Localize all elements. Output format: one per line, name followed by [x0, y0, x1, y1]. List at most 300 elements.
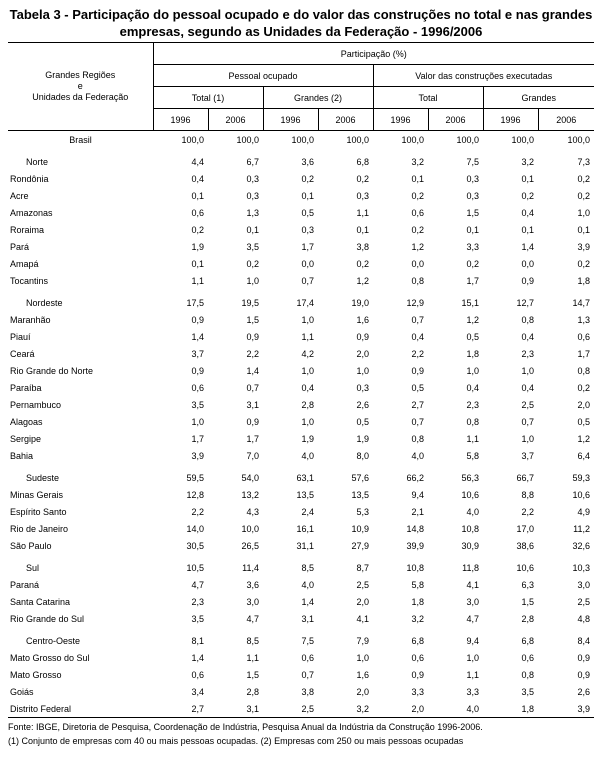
value-cell: 1,1	[191, 275, 204, 286]
value-cell: 9,4	[466, 635, 479, 646]
value-cell: 19,0	[351, 297, 369, 308]
value-cell: 100,0	[181, 134, 204, 145]
value-cell: 66,7	[516, 472, 534, 483]
value-cell: 4,1	[466, 579, 479, 590]
row-label: Paraíba	[10, 382, 42, 393]
value-cell: 0,1	[246, 224, 259, 235]
value-cell: 1,9	[301, 433, 314, 444]
value-cell: 3,7	[191, 348, 204, 359]
value-cell: 4,3	[246, 506, 259, 517]
value-cell: 3,2	[411, 613, 424, 624]
value-cell: 0,8	[521, 669, 534, 680]
value-cell: 1,3	[246, 207, 259, 218]
row-label: Tocantins	[10, 275, 49, 286]
value-cell: 0,9	[191, 314, 204, 325]
table-row	[8, 396, 594, 413]
value-cell: 3,7	[521, 450, 534, 461]
table-row	[8, 170, 594, 187]
value-cell: 7,0	[246, 450, 259, 461]
year-header: 2006	[208, 109, 263, 131]
value-cell: 1,1	[301, 331, 314, 342]
row-label: Centro-Oeste	[26, 635, 81, 646]
value-cell: 0,1	[577, 224, 591, 235]
value-cell: 14,0	[186, 523, 204, 534]
value-cell: 2,0	[356, 686, 369, 697]
value-cell: 1,0	[521, 365, 534, 376]
value-cell: 2,8	[521, 613, 534, 624]
value-cell: 0,6	[411, 652, 424, 663]
value-cell: 2,8	[246, 686, 259, 697]
value-cell: 0,7	[301, 669, 314, 680]
table-row	[8, 666, 594, 683]
value-cell: 2,0	[356, 348, 369, 359]
value-cell: 1,1	[246, 652, 259, 663]
value-cell: 0,3	[246, 190, 259, 201]
value-cell: 56,3	[461, 472, 479, 483]
value-cell: 6,8	[356, 156, 369, 167]
year-header: 2006	[318, 109, 373, 131]
value-cell: 0,0	[301, 258, 314, 269]
value-cell: 0,6	[301, 652, 314, 663]
value-cell: 0,7	[246, 382, 259, 393]
value-cell: 3,9	[191, 450, 204, 461]
value-cell: 3,5	[521, 686, 534, 697]
value-cell: 1,4	[191, 652, 204, 663]
value-cell: 1,0	[356, 652, 369, 663]
value-cell: 1,2	[356, 275, 369, 286]
value-cell: 0,5	[411, 382, 424, 393]
value-cell: 2,2	[411, 348, 424, 359]
value-cell: 2,5	[356, 579, 369, 590]
value-cell: 100,0	[456, 134, 479, 145]
table-row	[8, 345, 594, 362]
row-label: Bahia	[10, 450, 34, 461]
value-cell: 2,3	[466, 399, 479, 410]
value-cell: 1,7	[577, 348, 591, 359]
row-label: Acre	[10, 190, 29, 201]
value-cell: 66,2	[406, 472, 424, 483]
value-cell: 9,4	[411, 489, 424, 500]
value-cell: 31,1	[296, 540, 314, 551]
value-cell: 0,3	[466, 190, 479, 201]
value-cell: 2,5	[263, 700, 318, 718]
row-label: Nordeste	[26, 297, 63, 308]
value-cell: 4,9	[577, 506, 591, 517]
value-cell: 0,9	[246, 331, 259, 342]
value-cell: 0,6	[191, 669, 204, 680]
row-label: Maranhão	[10, 314, 51, 325]
value-cell: 2,2	[246, 348, 259, 359]
value-cell: 0,2	[356, 173, 369, 184]
value-cell: 6,4	[577, 450, 591, 461]
row-label: Rio Grande do Sul	[10, 613, 85, 624]
value-cell: 0,3	[301, 224, 314, 235]
row-label: Sul	[26, 562, 40, 573]
row-label: Piauí	[10, 331, 31, 342]
value-cell: 0,1	[191, 258, 204, 269]
row-label: Roraima	[10, 224, 45, 235]
value-cell: 1,0	[191, 416, 204, 427]
value-cell: 0,6	[191, 207, 204, 218]
value-cell: 1,2	[411, 241, 424, 252]
value-cell: 0,4	[521, 207, 534, 218]
table-title	[0, 6, 602, 40]
value-cell: 3,1	[246, 399, 259, 410]
value-cell: 3,2	[318, 700, 373, 718]
table-row	[8, 272, 594, 289]
value-cell: 1,3	[577, 314, 591, 325]
valor-header: Valor das construções executadas	[373, 65, 594, 87]
value-cell: 10,5	[186, 562, 204, 573]
value-cell: 0,8	[521, 314, 534, 325]
total-header: Total	[373, 87, 483, 109]
value-cell: 0,1	[411, 173, 424, 184]
pessoal-header: Pessoal ocupado	[153, 65, 373, 87]
row-label: Brasil	[69, 134, 92, 145]
table-row	[8, 576, 594, 593]
value-cell: 7,9	[356, 635, 369, 646]
value-cell: 0,8	[577, 365, 591, 376]
value-cell: 2,3	[191, 596, 204, 607]
stub-line-1: Grandes Regiões	[45, 70, 116, 80]
table-row	[8, 683, 594, 700]
value-cell: 8,8	[521, 489, 534, 500]
region-row	[8, 632, 594, 649]
value-cell: 3,1	[208, 700, 263, 718]
value-cell: 0,2	[521, 190, 534, 201]
value-cell: 0,5	[356, 416, 369, 427]
row-label: Distrito Federal	[8, 700, 153, 718]
value-cell: 3,5	[191, 399, 204, 410]
value-cell: 4,0	[301, 450, 314, 461]
value-cell: 4,0	[428, 700, 483, 718]
value-cell: 12,8	[186, 489, 204, 500]
value-cell: 1,0	[356, 365, 369, 376]
row-label: Mato Grosso	[10, 669, 62, 680]
value-cell: 3,3	[466, 241, 479, 252]
value-cell: 3,2	[411, 156, 424, 167]
value-cell: 0,3	[356, 190, 369, 201]
value-cell: 1,0	[301, 365, 314, 376]
value-cell: 10,0	[241, 523, 259, 534]
value-cell: 100,0	[236, 134, 259, 145]
value-cell: 5,8	[466, 450, 479, 461]
row-label: Amapá	[10, 258, 39, 269]
value-cell: 7,5	[466, 156, 479, 167]
table-row	[8, 187, 594, 204]
value-cell: 12,9	[406, 297, 424, 308]
row-label: Rondônia	[10, 173, 49, 184]
value-cell: 39,9	[406, 540, 424, 551]
value-cell: 0,7	[301, 275, 314, 286]
value-cell: 0,3	[246, 173, 259, 184]
value-cell: 3,0	[246, 596, 259, 607]
value-cell: 1,7	[191, 433, 204, 444]
value-cell: 2,7	[411, 399, 424, 410]
value-cell: 17,0	[516, 523, 534, 534]
value-cell: 13,2	[241, 489, 259, 500]
value-cell: 17,4	[296, 297, 314, 308]
row-label: Pará	[10, 241, 30, 252]
value-cell: 0,9	[577, 669, 591, 680]
value-cell: 4,7	[466, 613, 479, 624]
row-label: Mato Grosso do Sul	[10, 652, 90, 663]
value-cell: 4,4	[191, 156, 204, 167]
value-cell: 17,5	[186, 297, 204, 308]
value-cell: 0,8	[466, 416, 479, 427]
table-row	[8, 362, 594, 379]
value-cell: 14,8	[406, 523, 424, 534]
value-cell: 0,0	[411, 258, 424, 269]
grandes2-header: Grandes (2)	[263, 87, 373, 109]
region-row	[8, 294, 594, 311]
value-cell: 0,2	[411, 190, 424, 201]
value-cell: 100,0	[511, 134, 534, 145]
value-cell: 11,8	[462, 562, 479, 573]
region-row	[8, 131, 594, 149]
value-cell: 1,0	[246, 275, 259, 286]
table-row	[8, 486, 594, 503]
value-cell: 1,0	[466, 365, 479, 376]
region-row	[8, 153, 594, 170]
year-header: 2006	[428, 109, 483, 131]
row-label: Minas Gerais	[10, 489, 64, 500]
value-cell: 2,2	[191, 506, 204, 517]
year-header: 1996	[373, 109, 428, 131]
value-cell: 0,2	[577, 190, 591, 201]
value-cell: 3,5	[246, 241, 259, 252]
table-row	[8, 447, 594, 464]
value-cell: 0,3	[356, 382, 369, 393]
value-cell: 1,1	[356, 207, 369, 218]
value-cell: 0,9	[191, 365, 204, 376]
value-cell: 1,7	[301, 241, 314, 252]
value-cell: 0,6	[411, 207, 424, 218]
value-cell: 6,7	[246, 156, 259, 167]
value-cell: 0,6	[577, 331, 591, 342]
value-cell: 0,4	[191, 173, 204, 184]
value-cell: 3,8	[356, 241, 369, 252]
value-cell: 0,2	[577, 258, 591, 269]
value-cell: 1,0	[466, 652, 479, 663]
row-label: Sudeste	[26, 472, 60, 483]
value-cell: 0,2	[577, 173, 591, 184]
table-row	[8, 649, 594, 666]
year-header: 1996	[263, 109, 318, 131]
value-cell: 1,0	[301, 314, 314, 325]
row-label: Alagoas	[10, 416, 43, 427]
total1-header: Total (1)	[153, 87, 263, 109]
value-cell: 4,0	[411, 450, 424, 461]
value-cell: 4,7	[246, 613, 259, 624]
value-cell: 1,7	[466, 275, 479, 286]
value-cell: 4,8	[577, 613, 591, 624]
title-line-1: Tabela 3 - Participação do pessoal ocupado e do valor das construções no total e nas grandes	[9, 7, 593, 22]
stub-header	[8, 43, 153, 131]
value-cell: 8,5	[246, 635, 259, 646]
value-cell: 1,4	[301, 596, 314, 607]
value-cell: 26,5	[241, 540, 259, 551]
value-cell: 1,9	[356, 433, 369, 444]
value-cell: 0,5	[466, 331, 479, 342]
value-cell: 30,5	[186, 540, 204, 551]
value-cell: 19,5	[241, 297, 259, 308]
value-cell: 4,0	[466, 506, 479, 517]
value-cell: 1,4	[191, 331, 204, 342]
stub-line-2: e	[77, 81, 83, 91]
value-cell: 0,7	[521, 416, 534, 427]
value-cell: 2,5	[577, 596, 591, 607]
row-label: Sergipe	[10, 433, 42, 444]
value-cell: 13,5	[351, 489, 369, 500]
value-cell: 8,7	[356, 562, 369, 573]
row-label: Espírito Santo	[10, 506, 67, 517]
value-cell: 59,5	[186, 472, 204, 483]
value-cell: 4,0	[301, 579, 314, 590]
row-label: Rio de Janeiro	[10, 523, 69, 534]
value-cell: 8,0	[356, 450, 369, 461]
value-cell: 1,6	[356, 669, 369, 680]
value-cell: 2,0	[356, 596, 369, 607]
value-cell: 8,1	[191, 635, 204, 646]
value-cell: 0,1	[466, 224, 479, 235]
grandes-header: Grandes	[483, 87, 594, 109]
value-cell: 10,8	[461, 523, 479, 534]
value-cell: 1,8	[483, 700, 538, 718]
value-cell: 0,9	[356, 331, 369, 342]
value-cell: 0,2	[466, 258, 479, 269]
value-cell: 14,7	[572, 297, 591, 308]
value-cell: 6,8	[521, 635, 534, 646]
value-cell: 0,2	[411, 224, 424, 235]
value-cell: 0,9	[521, 275, 534, 286]
value-cell: 0,2	[246, 258, 259, 269]
region-row	[8, 469, 594, 486]
value-cell: 1,6	[356, 314, 369, 325]
value-cell: 32,6	[572, 540, 591, 551]
table-row	[8, 328, 594, 345]
data-table	[8, 42, 594, 718]
value-cell: 0,9	[411, 669, 424, 680]
value-cell: 1,7	[246, 433, 259, 444]
value-cell: 7,3	[577, 156, 591, 167]
value-cell: 57,6	[351, 472, 369, 483]
value-cell: 0,1	[191, 190, 204, 201]
value-cell: 10,6	[461, 489, 479, 500]
value-cell: 1,0	[521, 433, 534, 444]
value-cell: 5,3	[356, 506, 369, 517]
title-line-2: empresas, segundo as Unidades da Federação - 1996/2006	[119, 24, 483, 39]
value-cell: 3,0	[577, 579, 591, 590]
row-label: Rio Grande do Norte	[10, 365, 94, 376]
value-cell: 2,8	[301, 399, 314, 410]
row-label: São Paulo	[10, 540, 52, 551]
table-row	[8, 311, 594, 328]
table-row	[8, 255, 594, 272]
table-row	[8, 430, 594, 447]
value-cell: 59,3	[572, 472, 591, 483]
value-cell: 0,0	[521, 258, 534, 269]
value-cell: 0,3	[466, 173, 479, 184]
value-cell: 0,4	[411, 331, 424, 342]
row-label: Paraná	[10, 579, 40, 590]
value-cell: 1,0	[577, 207, 591, 218]
value-cell: 3,5	[191, 613, 204, 624]
value-cell: 100,0	[401, 134, 424, 145]
value-cell: 0,8	[411, 275, 424, 286]
value-cell: 0,9	[246, 416, 259, 427]
value-cell: 8,5	[301, 562, 314, 573]
table-row	[8, 503, 594, 520]
table-row	[8, 520, 594, 537]
value-cell: 38,6	[516, 540, 534, 551]
value-cell: 0,6	[521, 652, 534, 663]
table-row	[8, 379, 594, 396]
participacao-header: Participação (%)	[153, 43, 594, 65]
value-cell: 3,3	[411, 686, 424, 697]
value-cell: 1,8	[466, 348, 479, 359]
value-cell: 1,8	[411, 596, 424, 607]
value-cell: 30,9	[461, 540, 479, 551]
value-cell: 4,2	[301, 348, 314, 359]
value-cell: 0,4	[521, 331, 534, 342]
value-cell: 0,1	[521, 173, 534, 184]
value-cell: 1,5	[466, 207, 479, 218]
value-cell: 11,4	[242, 562, 259, 573]
value-cell: 3,2	[521, 156, 534, 167]
value-cell: 4,1	[356, 613, 369, 624]
value-cell: 2,0	[373, 700, 428, 718]
table-footer	[8, 720, 483, 748]
value-cell: 10,6	[516, 562, 534, 573]
value-cell: 3,1	[301, 613, 314, 624]
value-cell: 100,0	[346, 134, 369, 145]
value-cell: 0,4	[466, 382, 479, 393]
row-label: Norte	[26, 156, 49, 167]
value-cell: 0,8	[411, 433, 424, 444]
value-cell: 1,9	[191, 241, 204, 252]
value-cell: 1,4	[246, 365, 259, 376]
source-note: Fonte: IBGE, Diretoria de Pesquisa, Coordenação de Indústria, Pesquisa Anual da Indústria da Construção 1996-2006.	[8, 722, 483, 732]
value-cell: 3,6	[301, 156, 314, 167]
row-label: Pernambuco	[10, 399, 62, 410]
table-row	[8, 593, 594, 610]
value-cell: 0,9	[577, 652, 591, 663]
year-header: 2006	[538, 109, 594, 131]
value-cell: 3,0	[466, 596, 479, 607]
value-cell: 2,1	[411, 506, 424, 517]
value-cell: 0,7	[411, 314, 424, 325]
value-cell: 16,1	[296, 523, 314, 534]
value-cell: 10,8	[406, 562, 424, 573]
value-cell: 3,9	[538, 700, 594, 718]
value-cell: 3,3	[466, 686, 479, 697]
value-cell: 1,5	[521, 596, 534, 607]
value-cell: 0,2	[191, 224, 204, 235]
value-cell: 2,6	[577, 686, 591, 697]
value-cell: 100,0	[567, 134, 591, 145]
row-label: Amazonas	[10, 207, 53, 218]
value-cell: 11,2	[573, 523, 591, 534]
value-cell: 0,2	[577, 382, 591, 393]
value-cell: 1,4	[521, 241, 534, 252]
value-cell: 10,9	[351, 523, 369, 534]
value-cell: 1,2	[577, 433, 591, 444]
value-cell: 6,8	[411, 635, 424, 646]
value-cell: 4,7	[191, 579, 204, 590]
value-cell: 0,7	[411, 416, 424, 427]
table-row	[8, 221, 594, 238]
